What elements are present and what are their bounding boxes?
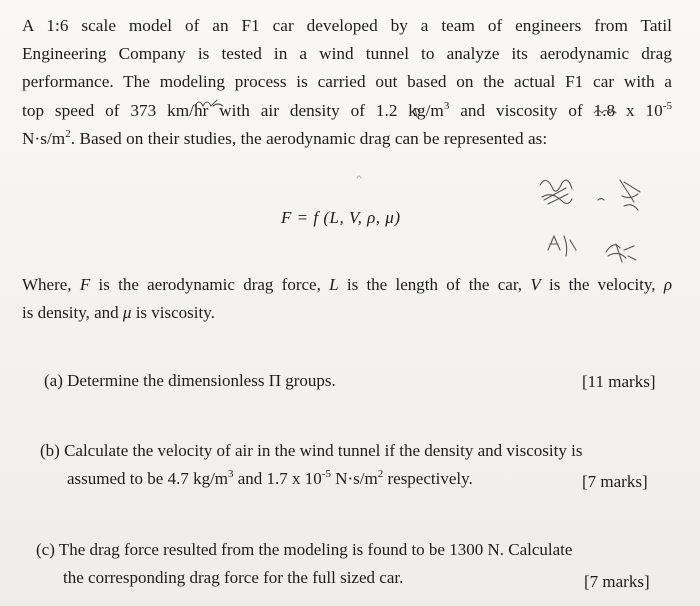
intro-line-4: top speed of 373 km/hr with air density of 1.2 $kg/m^3$ and viscosity of 1.8 x $10^{-5}$ — [22, 99, 672, 120]
question-b-line-2: assumed to be 4.7 $kg/m^3$ and 1.7 x $10^{-5}$ $N\cdot s/m^2$ respectively. — [67, 468, 473, 488]
question-c-line-2: the corresponding drag force for the full sized car. — [63, 568, 404, 587]
definitions-line-2: is density, and μ is viscosity. — [22, 303, 215, 322]
question-a-marks: [11 marks] — [582, 372, 656, 391]
intro-line-3: performance. The modeling process is carried out based on the actual F1 car with a — [22, 72, 672, 92]
problem-statement — [22, 12, 672, 153]
question-c — [36, 536, 572, 592]
question-b — [40, 437, 582, 493]
question-a: (a) Determine the dimensionless Π groups. — [44, 371, 336, 390]
question-b-line-1: (b) Calculate the velocity of air in the wind tunnel if the density and viscosity is — [40, 441, 583, 460]
question-b-marks: [7 marks] — [582, 472, 648, 491]
intro-line-1: A 1:6 scale model of an F1 car developed by a team of engineers from Tatil — [22, 16, 672, 35]
question-c-marks: [7 marks] — [584, 572, 650, 591]
drag-formula: F = f (L, V, ρ, μ) — [281, 208, 401, 227]
variable-definitions — [22, 271, 672, 327]
question-c-line-1: (c) The drag force resulted from the modeling is found to be 1300 N. Calculate — [36, 540, 573, 559]
intro-line-5: $N\cdot s/m^2$. Based on their studies, the aerodynamic drag can be represented as: — [22, 127, 548, 148]
definitions-line-1: Where, F is the aerodynamic drag force, L is the length of the car, V is the velocity, ρ — [22, 275, 672, 294]
intro-line-2: Engineering Company is tested in a wind tunnel to analyze its aerodynamic drag — [22, 44, 672, 64]
